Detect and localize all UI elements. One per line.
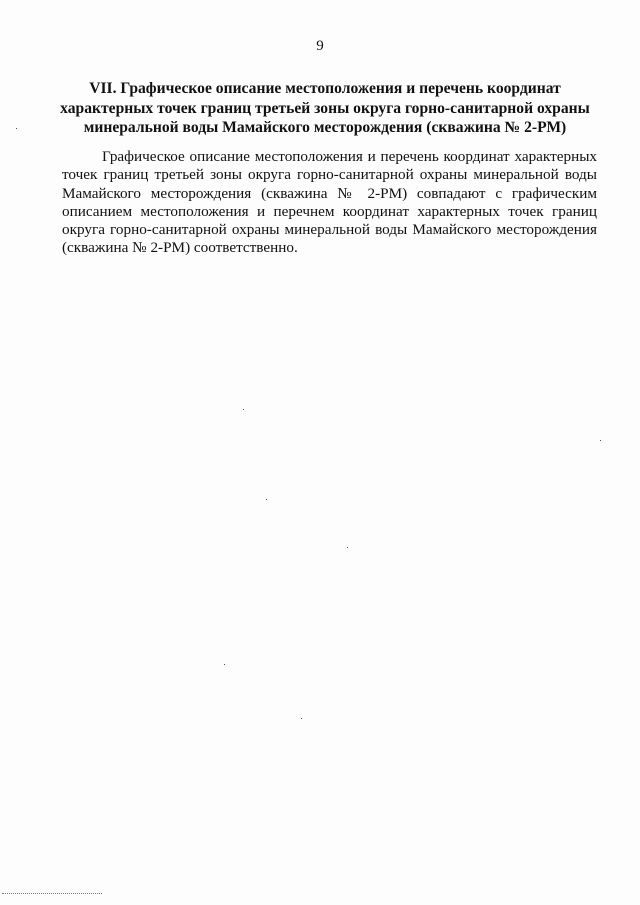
scan-speck (347, 547, 348, 548)
section-heading-line: характерных точек границ третьей зоны округа горно-санитарной охраны (60, 99, 590, 117)
scan-speck (224, 664, 225, 665)
scan-speck (301, 718, 302, 719)
scan-speck (243, 409, 244, 410)
body-paragraph (62, 148, 597, 258)
section-heading (60, 79, 590, 138)
paragraph-line: описанием местоположения и перечнем координат характерных точек границ (62, 202, 597, 220)
scan-speck (600, 440, 601, 441)
page-number: 9 (316, 38, 324, 54)
scan-edge-marks (2, 893, 102, 902)
paragraph-line: точек границ третьей зоны округа горно-санитарной охраны минеральной воды (62, 166, 597, 184)
section-heading-line: минеральной воды Мамайского месторождения (скважина № 2-РМ) (83, 119, 567, 136)
scan-speck (266, 499, 267, 500)
scan-speck (16, 128, 17, 129)
paragraph-line: Графическое описание местоположения и перечень координат характерных (102, 148, 597, 165)
paragraph-line: (скважина № 2-РМ) соответственно. (62, 239, 298, 257)
section-heading-line: VII. Графическое описание местоположения и перечень координат (89, 80, 561, 97)
paragraph-line: Мамайского месторождения (скважина № 2-РМ) совпадают с графическим (62, 184, 597, 202)
paragraph-line: округа горно-санитарной охраны минеральной воды Мамайского месторождения (62, 221, 597, 239)
